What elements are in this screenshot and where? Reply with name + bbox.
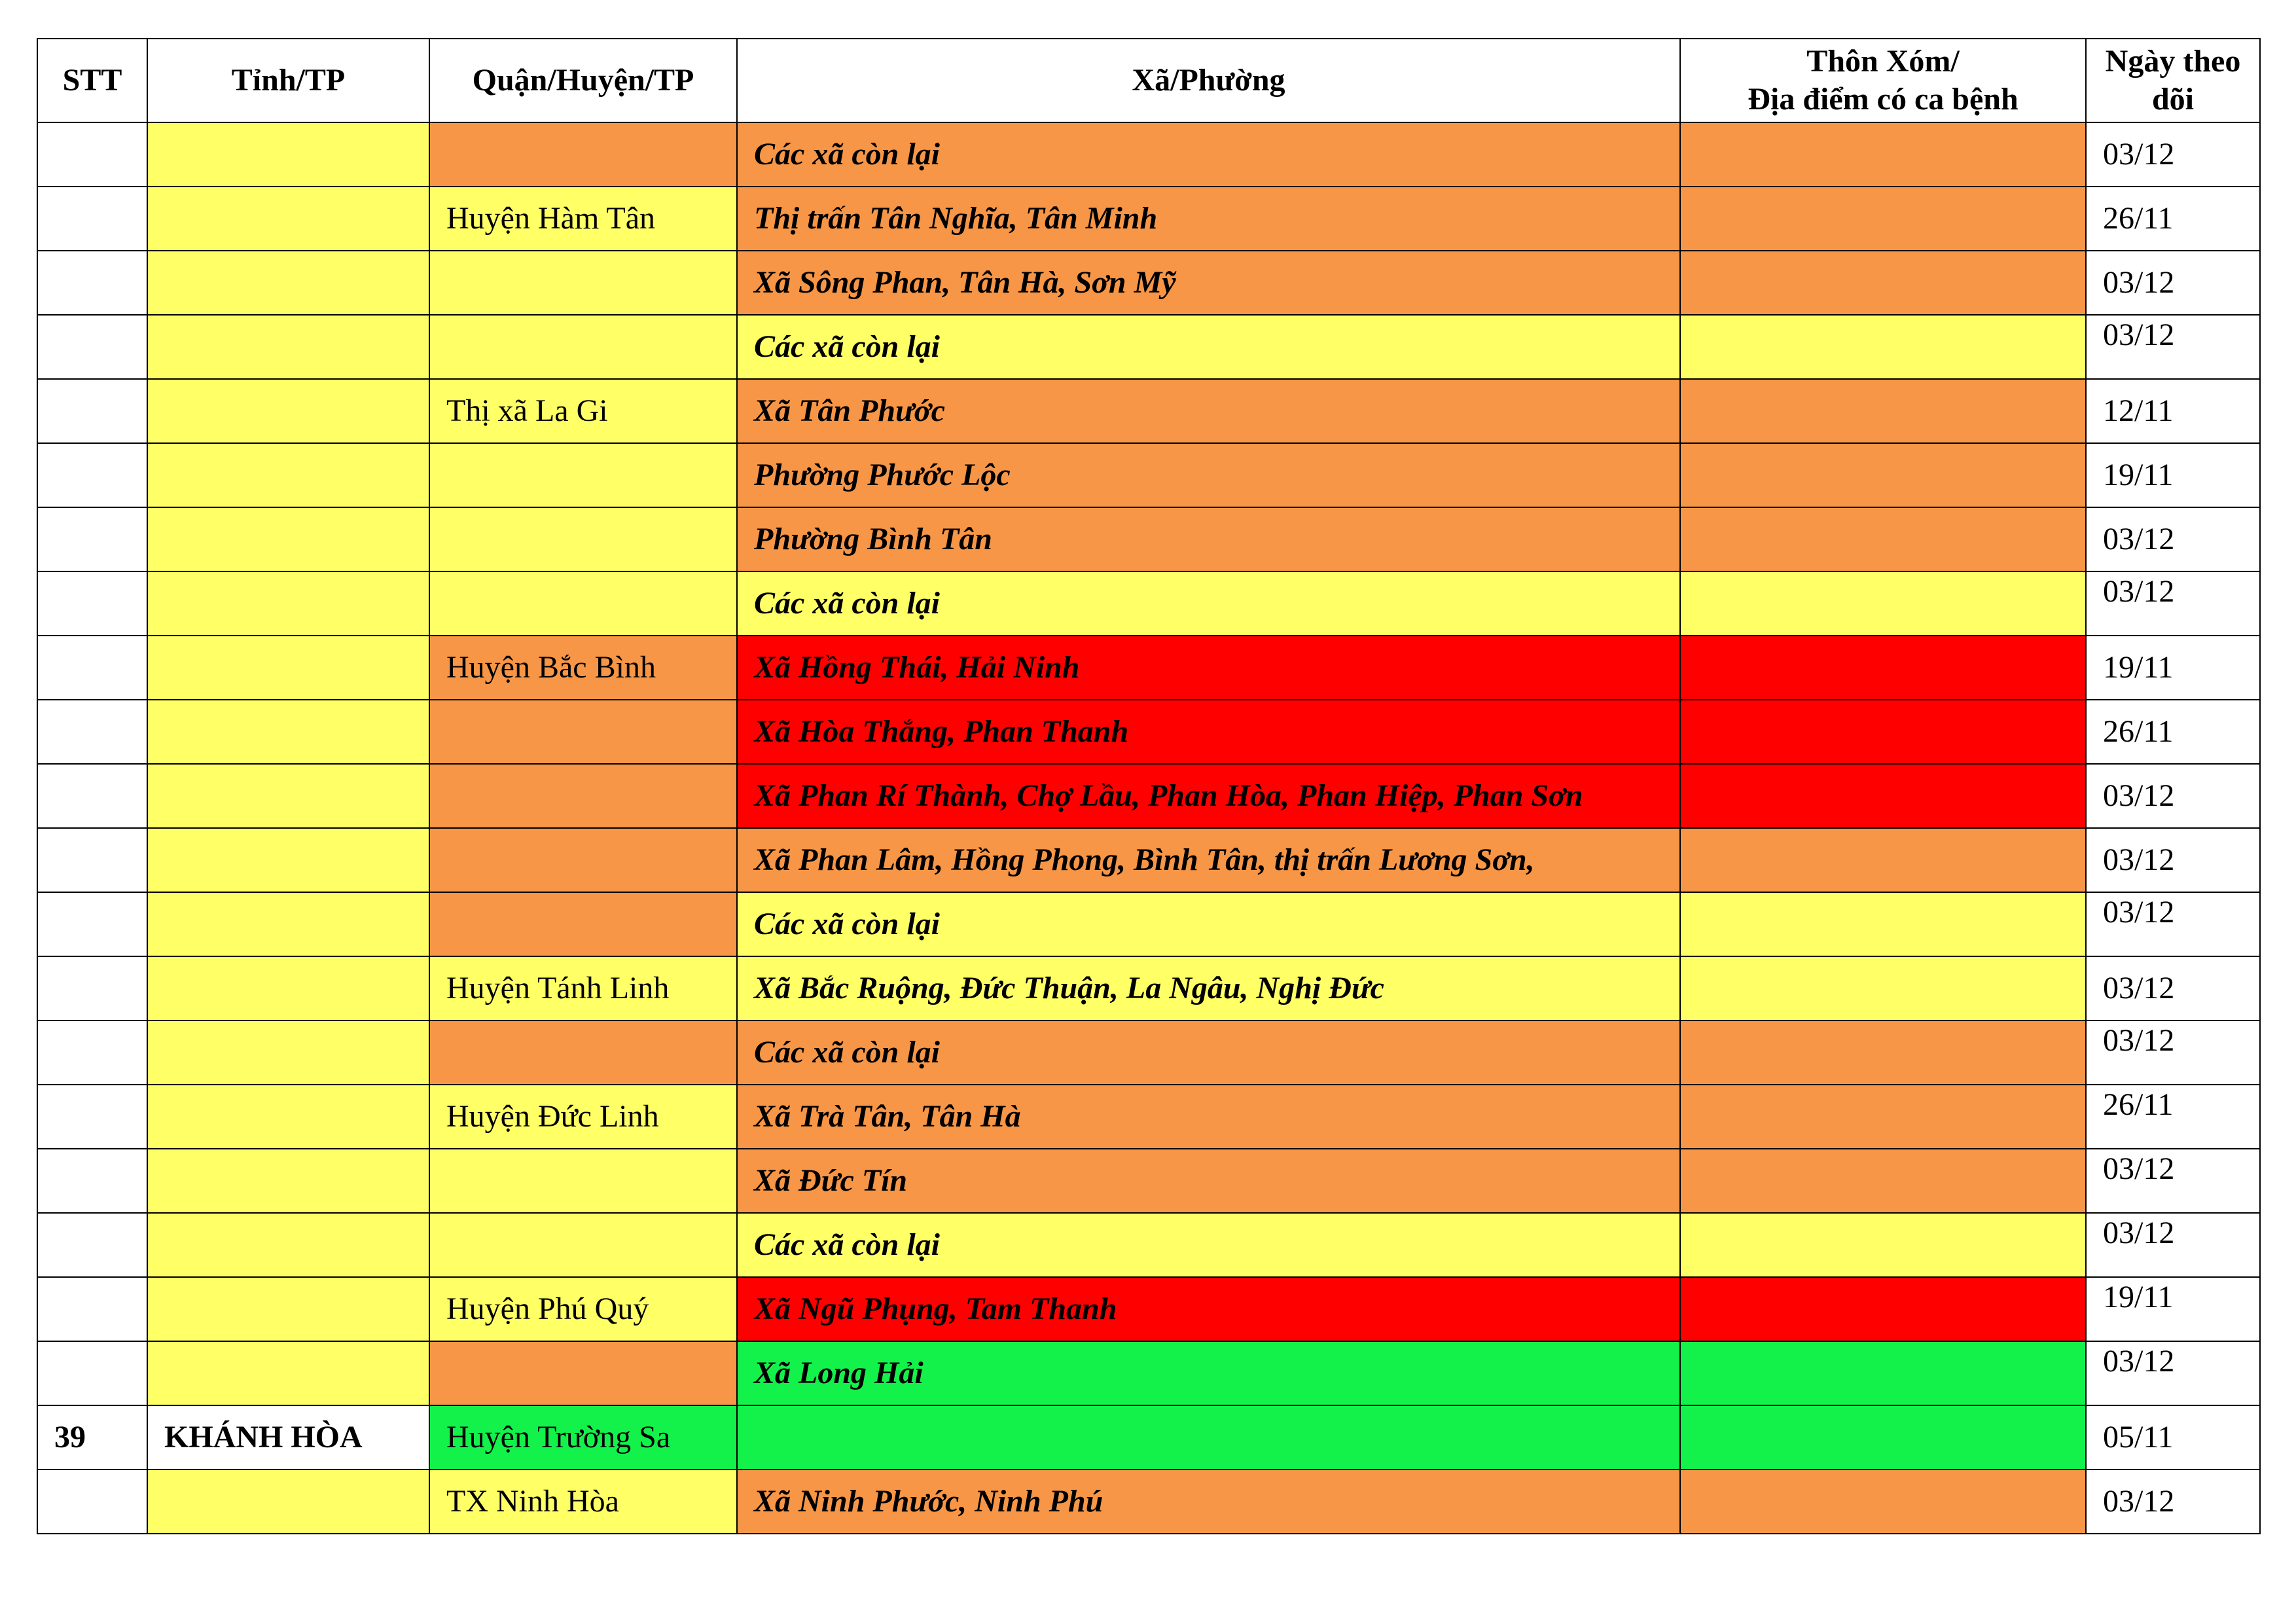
cell-province [147,1277,429,1341]
header-province: Tỉnh/TP [147,39,429,122]
header-date [2086,39,2260,122]
cell-village [1680,122,2086,187]
cell-province [147,892,429,956]
cell-date: 03/12 [2086,892,2260,956]
cell-district: Huyện Trường Sa [429,1405,737,1470]
cell-date: 03/12 [2086,1213,2260,1277]
cell-stt [37,122,147,187]
cell-province [147,1085,429,1149]
cell-date: 03/12 [2086,828,2260,892]
cell-province [147,315,429,379]
cell-date: 03/12 [2086,1470,2260,1534]
cell-stt [37,1277,147,1341]
table-row [37,1213,2260,1277]
cell-village [1680,1470,2086,1534]
cell-stt [37,828,147,892]
cell-ward: Xã Đức Tín [737,1149,1680,1213]
cell-village [1680,636,2086,700]
cell-province [147,571,429,636]
table-row [37,1341,2260,1405]
cell-province [147,700,429,764]
cell-district [429,571,737,636]
header-row [37,39,2260,122]
cell-date: 12/11 [2086,379,2260,443]
table-body [37,122,2260,1534]
cell-province [147,828,429,892]
cell-ward: Phường Phước Lộc [737,443,1680,507]
cell-province [147,764,429,828]
cell-district [429,443,737,507]
cell-district [429,122,737,187]
cell-ward: Xã Trà Tân, Tân Hà [737,1085,1680,1149]
table-row [37,251,2260,315]
cell-village [1680,443,2086,507]
cell-district [429,1020,737,1085]
table-row [37,956,2260,1020]
cell-village [1680,1277,2086,1341]
table-header [37,39,2260,122]
cell-date: 03/12 [2086,1341,2260,1405]
table-row [37,700,2260,764]
cell-province [147,636,429,700]
table-row [37,764,2260,828]
cell-stt [37,1213,147,1277]
cell-ward: Xã Ngũ Phụng, Tam Thanh [737,1277,1680,1341]
cell-stt [37,1149,147,1213]
cell-stt [37,251,147,315]
header-date-line-1: Ngày theo [2105,44,2241,79]
cell-village [1680,187,2086,251]
cell-stt [37,1470,147,1534]
header-stt: STT [37,39,147,122]
cell-date: 03/12 [2086,956,2260,1020]
cell-stt [37,1341,147,1405]
cell-ward [737,1405,1680,1470]
cell-district: Huyện Bắc Bình [429,636,737,700]
cell-date: 26/11 [2086,1085,2260,1149]
cell-ward: Các xã còn lại [737,122,1680,187]
cell-stt: 39 [37,1405,147,1470]
cell-province [147,1149,429,1213]
cell-province [147,507,429,571]
cell-village [1680,700,2086,764]
header-date-line-2: dõi [2151,82,2195,117]
cell-date: 03/12 [2086,764,2260,828]
cell-stt [37,571,147,636]
header-village-line-1: Thôn Xóm/ [1806,44,1960,79]
cell-district [429,1341,737,1405]
cell-date: 19/11 [2086,636,2260,700]
cell-date: 26/11 [2086,187,2260,251]
cell-date: 03/12 [2086,251,2260,315]
cell-village [1680,1085,2086,1149]
cell-date: 26/11 [2086,700,2260,764]
cell-village [1680,507,2086,571]
cell-district: Huyện Phú Quý [429,1277,737,1341]
cell-district [429,892,737,956]
table-row [37,636,2260,700]
cell-district [429,251,737,315]
cell-village [1680,956,2086,1020]
cell-province [147,956,429,1020]
cell-village [1680,1020,2086,1085]
cell-district [429,828,737,892]
header-ward: Xã/Phường [737,39,1680,122]
cell-province [147,443,429,507]
cell-village [1680,571,2086,636]
cell-ward: Các xã còn lại [737,1020,1680,1085]
cell-stt [37,764,147,828]
cell-stt [37,1085,147,1149]
cell-date: 03/12 [2086,1020,2260,1085]
cell-stt [37,892,147,956]
header-village-line-2: Địa điểm có ca bệnh [1748,82,2018,117]
cell-village [1680,379,2086,443]
cell-village [1680,1213,2086,1277]
table-row [37,1470,2260,1534]
cell-date: 03/12 [2086,507,2260,571]
table-row [37,1277,2260,1341]
table-row [37,187,2260,251]
cell-date: 03/12 [2086,315,2260,379]
cell-province [147,1213,429,1277]
cell-village [1680,828,2086,892]
table-row [37,443,2260,507]
table-row [37,828,2260,892]
cell-date: 03/12 [2086,571,2260,636]
cell-district [429,1213,737,1277]
cell-stt [37,187,147,251]
cell-stt [37,636,147,700]
table-row [37,892,2260,956]
cell-ward: Xã Hòa Thắng, Phan Thanh [737,700,1680,764]
cell-province [147,187,429,251]
cell-district: Huyện Đức Linh [429,1085,737,1149]
cell-village [1680,251,2086,315]
cell-ward: Xã Bắc Ruộng, Đức Thuận, La Ngâu, Nghị Đức [737,956,1680,1020]
cell-ward: Xã Tân Phước [737,379,1680,443]
cell-province [147,1020,429,1085]
cell-stt [37,507,147,571]
table-row [37,315,2260,379]
cell-stt [37,379,147,443]
cell-village [1680,892,2086,956]
cell-stt [37,443,147,507]
table-row [37,1149,2260,1213]
cell-province [147,1341,429,1405]
cell-date: 03/12 [2086,122,2260,187]
cell-province [147,251,429,315]
cell-district: Thị xã La Gi [429,379,737,443]
cell-district [429,507,737,571]
cell-village [1680,1149,2086,1213]
cell-date: 05/11 [2086,1405,2260,1470]
cell-village [1680,764,2086,828]
table-row [37,122,2260,187]
tracking-table [37,38,2261,1534]
cell-ward: Phường Bình Tân [737,507,1680,571]
cell-province [147,122,429,187]
cell-province [147,379,429,443]
cell-ward: Các xã còn lại [737,315,1680,379]
cell-date: 19/11 [2086,443,2260,507]
cell-ward: Xã Hồng Thái, Hải Ninh [737,636,1680,700]
cell-ward: Các xã còn lại [737,892,1680,956]
cell-ward: Xã Long Hải [737,1341,1680,1405]
cell-ward: Thị trấn Tân Nghĩa, Tân Minh [737,187,1680,251]
cell-province [147,1470,429,1534]
cell-stt [37,1020,147,1085]
cell-stt [37,700,147,764]
table-row [37,1405,2260,1470]
cell-district: Huyện Tánh Linh [429,956,737,1020]
cell-ward: Xã Ninh Phước, Ninh Phú [737,1470,1680,1534]
table-row [37,379,2260,443]
cell-ward: Xã Phan Rí Thành, Chợ Lầu, Phan Hòa, Phan Hiệp, Phan Sơn [737,764,1680,828]
cell-ward: Các xã còn lại [737,1213,1680,1277]
cell-village [1680,1405,2086,1470]
cell-province: KHÁNH HÒA [147,1405,429,1470]
cell-stt [37,956,147,1020]
cell-village [1680,1341,2086,1405]
cell-district: TX Ninh Hòa [429,1470,737,1534]
table-row [37,1085,2260,1149]
cell-district [429,764,737,828]
cell-ward: Xã Phan Lâm, Hồng Phong, Bình Tân, thị trấn Lương Sơn, [737,828,1680,892]
cell-district: Huyện Hàm Tân [429,187,737,251]
cell-ward: Xã Sông Phan, Tân Hà, Sơn Mỹ [737,251,1680,315]
cell-district [429,1149,737,1213]
header-village [1680,39,2086,122]
cell-village [1680,315,2086,379]
header-district: Quận/Huyện/TP [429,39,737,122]
cell-date: 19/11 [2086,1277,2260,1341]
cell-district [429,315,737,379]
cell-ward: Các xã còn lại [737,571,1680,636]
cell-date: 03/12 [2086,1149,2260,1213]
cell-district [429,700,737,764]
cell-stt [37,315,147,379]
table-row [37,507,2260,571]
table-row [37,1020,2260,1085]
table-row [37,571,2260,636]
